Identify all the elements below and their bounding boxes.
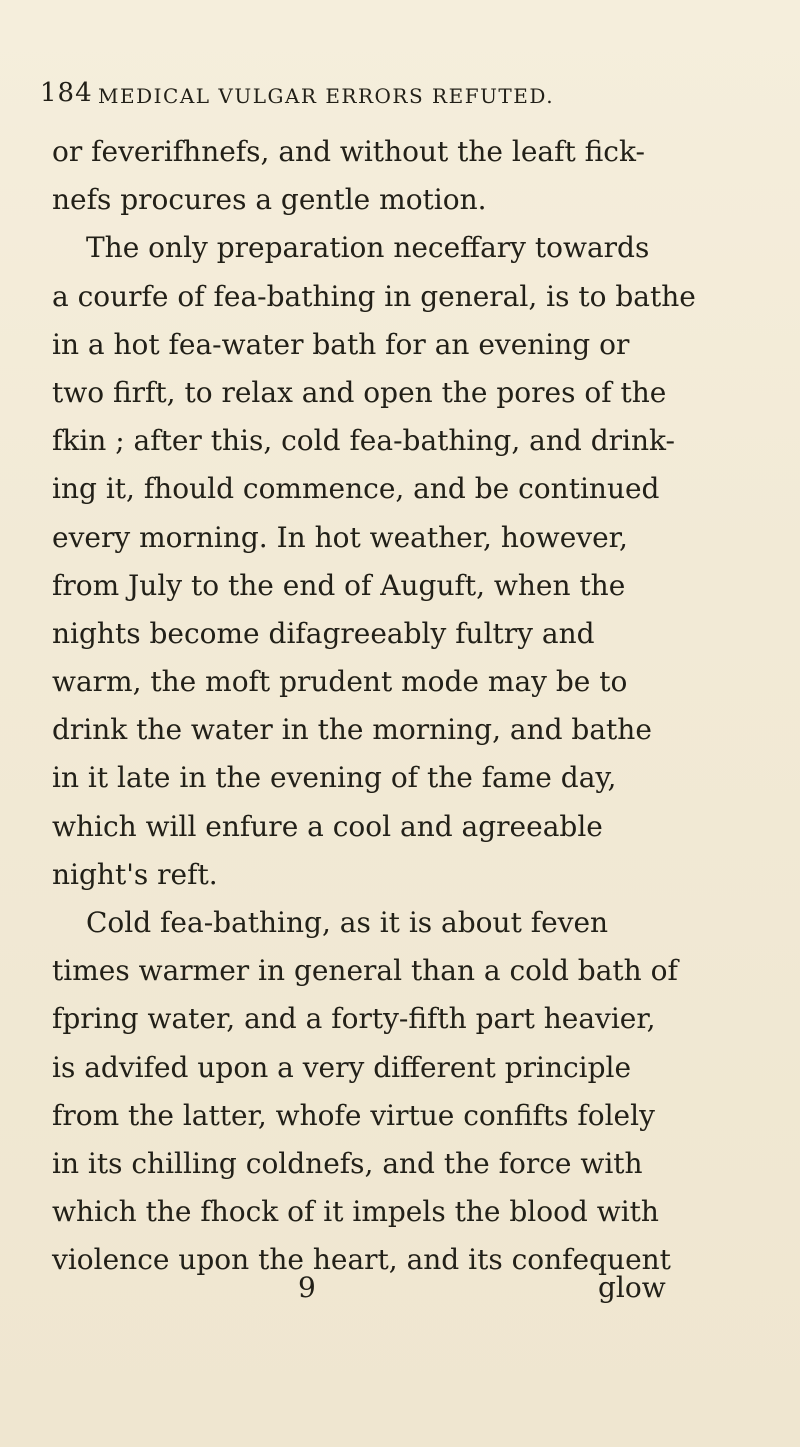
- text-line: or feverifhnefs, and without the leaft fick-: [52, 135, 645, 168]
- text-line: a courfe of fea-bathing in general, is to bathe: [52, 279, 696, 313]
- text-line: ing it, fhould commence, and be continued: [52, 472, 660, 506]
- text-line: every morning. In hot weather, however,: [52, 520, 628, 554]
- text-line: Cold fea-bathing, as it is about feven: [86, 906, 609, 939]
- text-line: night's reft.: [52, 857, 218, 891]
- text-line: in its chilling coldnefs, and the force with: [52, 1146, 643, 1180]
- catchword: glow: [598, 1271, 666, 1304]
- text-line: nefs procures a gentle motion.: [52, 183, 487, 217]
- page-number: 184: [40, 78, 93, 108]
- text-line: warm, the moft prudent mode may be to: [52, 665, 628, 699]
- text-line: is advifed upon a very different principle: [52, 1050, 632, 1084]
- text-line: violence upon the heart, and its confequent: [52, 1243, 671, 1277]
- text-line: in it late in the evening of the fame day,: [52, 761, 617, 795]
- text-line: two firft, to relax and open the pores of the: [52, 375, 667, 409]
- text-line: from the latter, whofe virtue confifts folely: [52, 1098, 655, 1132]
- body-text: [52, 128, 752, 1304]
- text-line: fkin ; after this, cold fea-bathing, and drink-: [52, 424, 675, 458]
- text-line: which will enfure a cool and agreeable: [52, 809, 603, 843]
- page-header: [40, 78, 740, 118]
- text-line: times warmer in general than a cold bath of: [52, 954, 678, 988]
- text-line: from July to the end of Auguft, when the: [52, 568, 626, 602]
- text-line: nights become difagreeably fultry and: [52, 616, 595, 650]
- text-line: The only preparation neceffary towards: [86, 231, 650, 265]
- text-line: in a hot fea-water bath for an evening or: [52, 327, 630, 361]
- running-title: MEDICAL VULGAR ERRORS REFUTED.: [98, 84, 555, 108]
- text-line: which the fhock of it impels the blood with: [52, 1195, 659, 1229]
- text-line: drink the water in the morning, and bathe: [52, 713, 652, 747]
- text-line: fpring water, and a forty-fifth part heavier,: [52, 1002, 656, 1036]
- signature-mark: 9: [298, 1271, 316, 1304]
- page-footer: [52, 1264, 752, 1312]
